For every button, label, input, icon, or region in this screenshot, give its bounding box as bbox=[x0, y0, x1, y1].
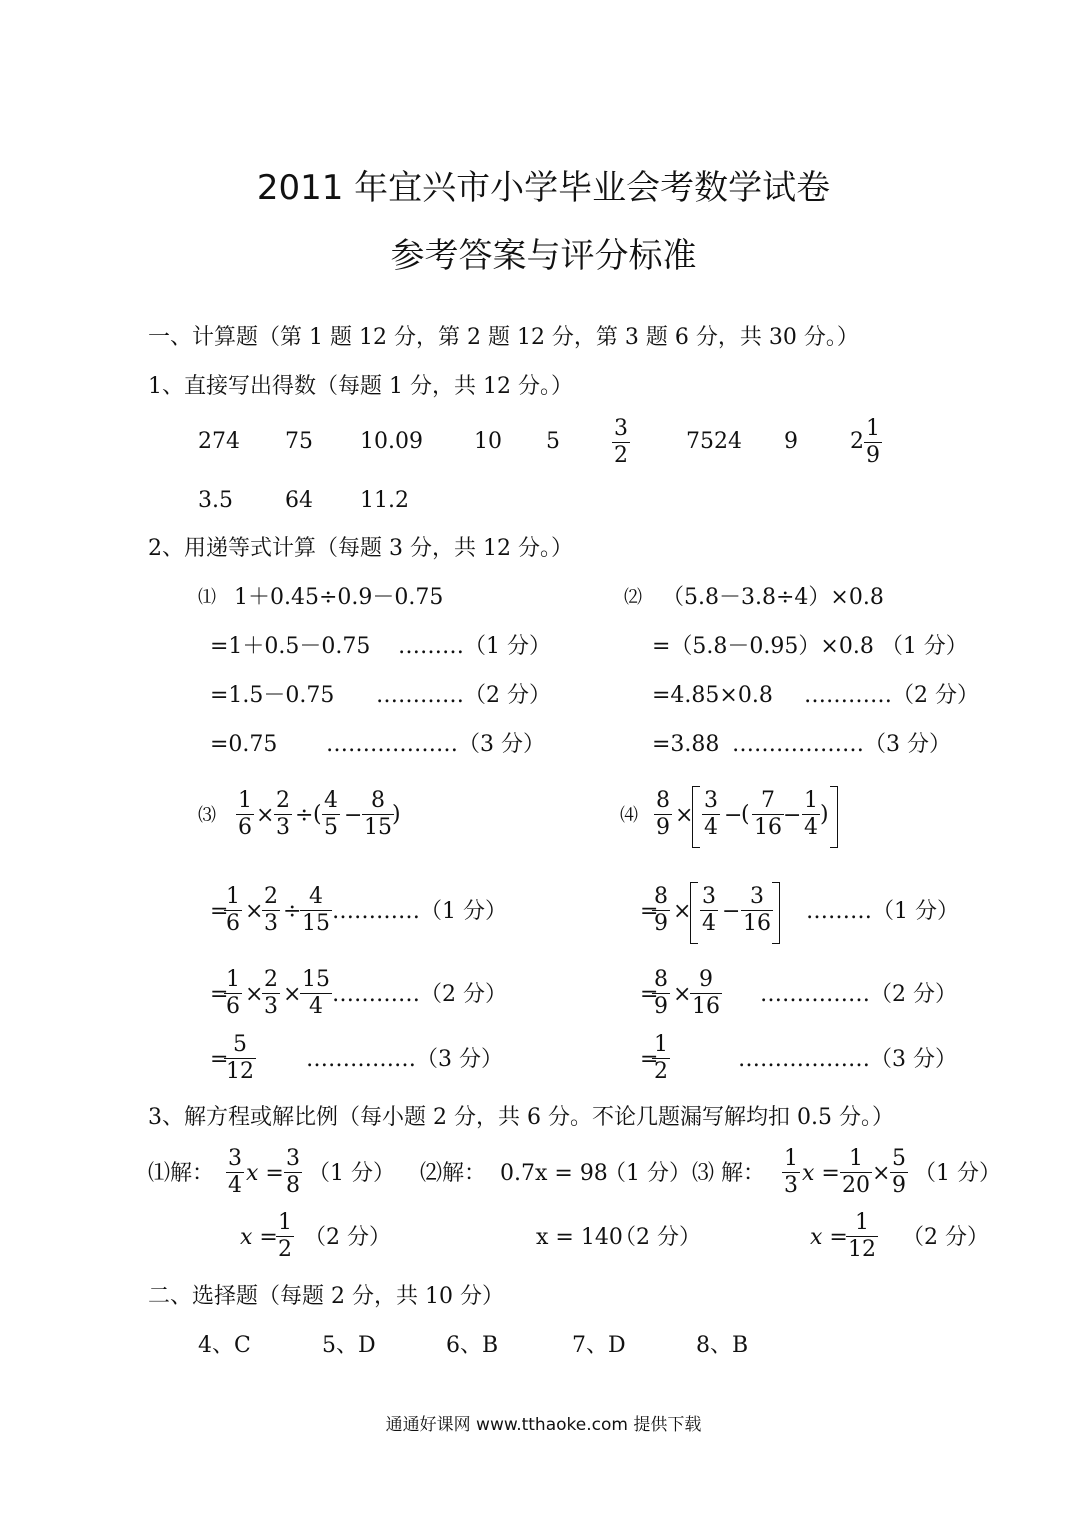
e3-fraction: 1 3 bbox=[784, 1146, 798, 1198]
e2-label: ⑵解： bbox=[420, 1161, 487, 1186]
p1-expression: 1＋0.45÷0.9－0.75 bbox=[234, 585, 444, 610]
p4-label: ⑷ bbox=[620, 805, 638, 826]
e3-variable: x = bbox=[802, 1161, 840, 1186]
q3-heading: 3、解方程或解比例（每小题 2 分，共 6 分。不论几题漏写解均扣 0.5 分。） bbox=[148, 1105, 894, 1130]
e2-equation: 0.7x = 98 bbox=[500, 1161, 608, 1186]
p3-operator: − bbox=[344, 803, 363, 828]
p3-fraction: 5 12 bbox=[226, 1032, 254, 1084]
p4-step3-eq: = bbox=[640, 1047, 659, 1072]
p4-fraction: 3 4 bbox=[702, 884, 716, 936]
p1-step3-score: ………………（3 分） bbox=[326, 732, 545, 757]
e1-result-fraction: 1 2 bbox=[278, 1210, 292, 1262]
p3-step2-score: …………（2 分） bbox=[332, 982, 507, 1007]
choice-answer: 8、B bbox=[696, 1333, 749, 1358]
p3-step2-eq: = bbox=[210, 982, 229, 1007]
q1-fraction: 3 2 bbox=[614, 416, 628, 468]
p4-fraction: 8 9 bbox=[656, 788, 670, 840]
e3-result-var: x = bbox=[810, 1225, 848, 1250]
q1-answer: 11.2 bbox=[360, 488, 409, 513]
p2-step1: =（5.8－0.95）×0.8 （1 分） bbox=[652, 634, 968, 659]
p3-fraction: 1 6 bbox=[226, 884, 240, 936]
section2-heading: 二、选择题（每题 2 分，共 10 分） bbox=[148, 1284, 504, 1309]
e1-result-var: x = bbox=[240, 1225, 278, 1250]
p1-step1: =1＋0.5－0.75 bbox=[210, 634, 371, 659]
e1-variable: x = bbox=[246, 1161, 284, 1186]
choice-answer: 5、D bbox=[322, 1333, 376, 1358]
p3-step3-eq: = bbox=[210, 1047, 229, 1072]
p1-step2: =1.5－0.75 bbox=[210, 683, 335, 708]
e1-label: ⑴解： bbox=[148, 1161, 215, 1186]
p3-fraction: 1 6 bbox=[238, 788, 252, 840]
p4-right-bracket bbox=[830, 786, 838, 848]
p3-fraction: 2 3 bbox=[264, 884, 278, 936]
p4-fraction: 9 16 bbox=[692, 967, 720, 1019]
p4-fraction: 1 2 bbox=[654, 1032, 668, 1084]
q1-mixed-fraction: 1 9 bbox=[866, 416, 880, 468]
p4-left-bracket bbox=[690, 882, 698, 944]
e3-result-score: （2 分） bbox=[902, 1225, 989, 1250]
e2-result-score: （2 分） bbox=[614, 1225, 701, 1250]
p2-label: ⑵ bbox=[624, 587, 642, 608]
p3-paren: ( bbox=[313, 802, 322, 827]
p4-step1-eq: = bbox=[640, 899, 659, 924]
p2-step3: =3.88 bbox=[652, 732, 720, 757]
p1-step1-score: ………（1 分） bbox=[398, 634, 551, 659]
e3-label: ⑶ 解： bbox=[692, 1161, 765, 1186]
q1-answer: 75 bbox=[285, 429, 313, 454]
q1-answer: 3.5 bbox=[198, 488, 233, 513]
p2-step3-score: ………………（3 分） bbox=[732, 732, 951, 757]
e1-result-score: （2 分） bbox=[304, 1225, 391, 1250]
p3-fraction: 2 3 bbox=[276, 788, 290, 840]
page-subtitle: 参考答案与评分标准 bbox=[390, 236, 697, 276]
p4-fraction: 8 9 bbox=[654, 884, 668, 936]
p1-step3: =0.75 bbox=[210, 732, 278, 757]
p1-step2-score: …………（2 分） bbox=[376, 683, 551, 708]
q1-answer: 274 bbox=[198, 429, 240, 454]
p3-operator: × bbox=[245, 899, 264, 924]
p4-operator: × bbox=[675, 803, 694, 828]
p3-fraction: 8 15 bbox=[364, 788, 392, 840]
p4-paren: ( bbox=[741, 802, 750, 827]
p4-operator: × bbox=[673, 982, 692, 1007]
choice-answer: 6、B bbox=[446, 1333, 499, 1358]
p3-operator: × bbox=[245, 982, 264, 1007]
p3-fraction: 15 4 bbox=[302, 967, 330, 1019]
e2-score: （1 分） bbox=[604, 1161, 691, 1186]
q1-answer: 10 bbox=[474, 429, 502, 454]
q1-mixed-whole: 2 bbox=[850, 429, 864, 454]
p3-operator: × bbox=[283, 982, 302, 1007]
p4-operator: − bbox=[724, 803, 743, 828]
q2-heading: 2、用递等式计算（每题 3 分，共 12 分。） bbox=[148, 536, 573, 561]
p3-step1-eq: = bbox=[210, 899, 229, 924]
e1-score: （1 分） bbox=[308, 1161, 395, 1186]
p4-step2-score: ……………（2 分） bbox=[760, 982, 957, 1007]
section1-heading: 一、计算题（第 1 题 12 分，第 2 题 12 分，第 3 题 6 分，共 30 分。） bbox=[148, 325, 859, 350]
p3-paren: ) bbox=[392, 802, 401, 827]
p3-fraction: 4 5 bbox=[324, 788, 338, 840]
p3-operator: × bbox=[256, 803, 275, 828]
p4-left-bracket bbox=[692, 786, 700, 848]
e3-fraction: 5 9 bbox=[892, 1146, 906, 1198]
p4-fraction: 3 16 bbox=[743, 884, 771, 936]
p3-operator: ÷ bbox=[295, 803, 314, 828]
p4-step1-score: ………（1 分） bbox=[806, 899, 959, 924]
p3-fraction: 4 15 bbox=[302, 884, 330, 936]
p4-operator: × bbox=[673, 899, 692, 924]
p1-label: ⑴ bbox=[198, 587, 216, 608]
p3-operator: ÷ bbox=[283, 899, 302, 924]
p4-right-bracket bbox=[772, 882, 780, 944]
p4-operator: − bbox=[783, 803, 802, 828]
q1-answer: 5 bbox=[546, 429, 560, 454]
p2-expression: （5.8－3.8÷4）×0.8 bbox=[662, 585, 884, 610]
choice-answer: 7、D bbox=[572, 1333, 626, 1358]
p4-fraction: 3 4 bbox=[704, 788, 718, 840]
e3-fraction: 1 20 bbox=[842, 1146, 870, 1198]
p4-step3-score: ………………（3 分） bbox=[738, 1047, 957, 1072]
q1-answer: 10.09 bbox=[360, 429, 423, 454]
p4-fraction: 1 4 bbox=[804, 788, 818, 840]
p2-step2-score: …………（2 分） bbox=[804, 683, 979, 708]
q1-answer: 64 bbox=[285, 488, 313, 513]
p3-step1-score: …………（1 分） bbox=[332, 899, 507, 924]
p3-fraction: 2 3 bbox=[264, 967, 278, 1019]
footer-credit: 通通好课网 www.tthaoke.com 提供下载 bbox=[385, 1415, 702, 1435]
p3-label: ⑶ bbox=[198, 805, 216, 826]
e3-operator: × bbox=[872, 1161, 891, 1186]
p3-fraction: 1 6 bbox=[226, 967, 240, 1019]
p3-step3-score: ……………（3 分） bbox=[306, 1047, 503, 1072]
p4-fraction: 7 16 bbox=[754, 788, 782, 840]
q1-answer: 9 bbox=[784, 429, 798, 454]
e2-result: x = 140 bbox=[536, 1225, 623, 1250]
p4-operator: − bbox=[722, 899, 741, 924]
e3-score: （1 分） bbox=[914, 1161, 1001, 1186]
page-title: 2011 年宜兴市小学毕业会考数学试卷 bbox=[256, 168, 831, 208]
e1-fraction: 3 8 bbox=[286, 1146, 300, 1198]
p2-step2: =4.85×0.8 bbox=[652, 683, 773, 708]
e1-fraction: 3 4 bbox=[228, 1146, 242, 1198]
q1-answer: 7524 bbox=[686, 429, 742, 454]
p4-fraction: 8 9 bbox=[654, 967, 668, 1019]
p4-step2-eq: = bbox=[640, 982, 659, 1007]
q1-heading: 1、直接写出得数（每题 1 分，共 12 分。） bbox=[148, 374, 573, 399]
e3-result-fraction: 1 12 bbox=[848, 1210, 876, 1262]
choice-answer: 4、C bbox=[198, 1333, 251, 1358]
p4-paren: ) bbox=[820, 802, 829, 827]
